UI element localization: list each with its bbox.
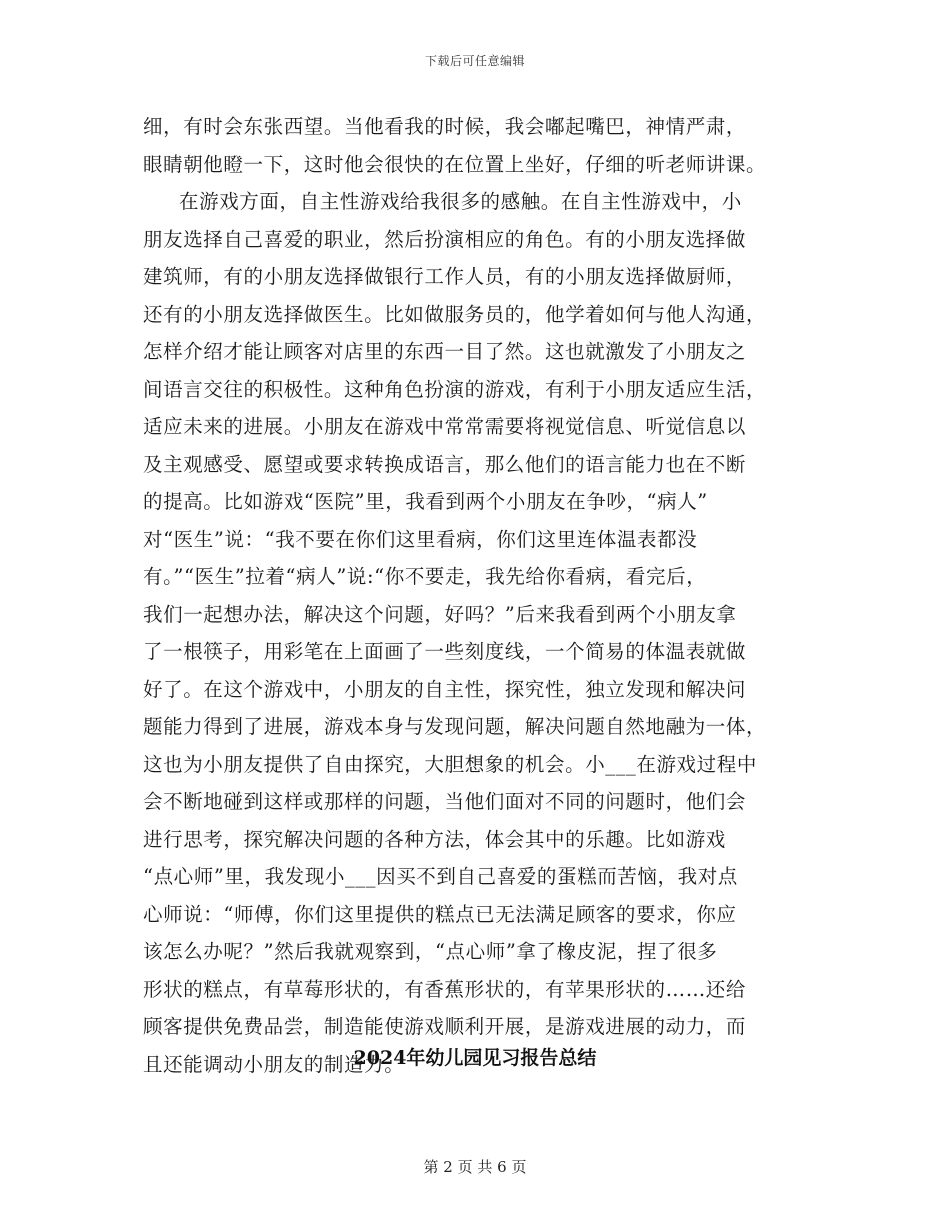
text-line: 心师说：“师傅，你们这里提供的糕点已无法满足顾客的要求，你应: [143, 902, 737, 926]
text-line: 题能力得到了进展，游戏本身与发现问题，解决问题自然地融为一体，: [143, 715, 767, 738]
text-line: 间语言交往的积极性。这种角色扮演的游戏，有利于小朋友适应生活，: [143, 377, 767, 401]
text-line: 有。”“医生”拉着“病人”说:“你不要走，我先给你看病，看完后，: [143, 565, 707, 588]
text-line: 好了。在这个游戏中，小朋友的自主性，探究性，独立发现和解决问: [143, 677, 747, 701]
text-line: 且还能调动小朋友的制造力。: [143, 1052, 405, 1076]
text-line: 适应未来的进展。小朋友在游戏中常常需要将视觉信息、听觉信息以: [143, 415, 747, 438]
text-line: 在游戏方面，自主性游戏给我很多的感触。在自主性游戏中，小: [179, 190, 742, 213]
text-line: 形状的糕点，有草莓形状的，有香蕉形状的，有苹果形状的……还给: [143, 977, 747, 1001]
text-line: 细，有时会东张西望。当他看我的时候，我会嘟起嘴巴，神情严肃，: [143, 115, 747, 138]
document-body: [143, 108, 823, 1083]
text-line: “点心师”里，我发现小___因买不到自己喜爱的蛋糕而苦恼，我对点: [143, 865, 738, 888]
text-line: 会不断地碰到这样或那样的问题，当他们面对不同的问题时，他们会: [143, 790, 747, 813]
text-line: 朋友选择自己喜爱的职业，然后扮演相应的角色。有的小朋友选择做: [143, 227, 747, 251]
page-number-footer: 第 2 页 共 6 页: [423, 1158, 527, 1176]
text-line: 我们一起想办法，解决这个问题，好吗？”后来我看到两个小朋友拿: [143, 602, 737, 626]
text-line: 眼睛朝他瞪一下，这时他会很快的在位置上坐好，仔细的听老师讲课。: [143, 152, 767, 176]
text-line: 还有的小朋友选择做医生。比如做服务员的，他学着如何与他人沟通，: [143, 302, 767, 326]
page-header-note: 下载后可任意编辑: [424, 54, 525, 68]
text-line: 进行思考，探究解决问题的各种方法，体会其中的乐趣。比如游戏: [143, 827, 726, 851]
text-line: 及主观感受、愿望或要求转换成语言，那么他们的语言能力也在不断: [143, 452, 747, 476]
text-line: 的提高。比如游戏“医院”里，我看到两个小朋友在争吵，“病人”: [143, 490, 708, 513]
text-line: 怎样介绍才能让顾客对店里的东西一目了然。这也就激发了小朋友之: [143, 340, 747, 363]
text-line: 该怎么办呢？”然后我就观察到，“点心师”拿了橡皮泥，捏了很多: [143, 940, 718, 963]
text-line: 对“医生”说：“我不要在你们这里看病，你们这里连体温表都没: [143, 527, 698, 551]
text-line: 这也为小朋友提供了自由探究，大胆想象的机会。小___在游戏过程中: [143, 752, 757, 776]
text-line: 顾客提供免费品尝，制造能使游戏顺利开展，是游戏进展的动力，而: [143, 1015, 747, 1038]
text-line: 建筑师，有的小朋友选择做银行工作人员，有的小朋友选择做厨师，: [143, 265, 747, 288]
document-title: 2024年幼儿园见习报告总结: [353, 1047, 597, 1069]
text-line: 了一根筷子，用彩笔在上面画了一些刻度线，一个简易的体温表就做: [143, 640, 747, 663]
